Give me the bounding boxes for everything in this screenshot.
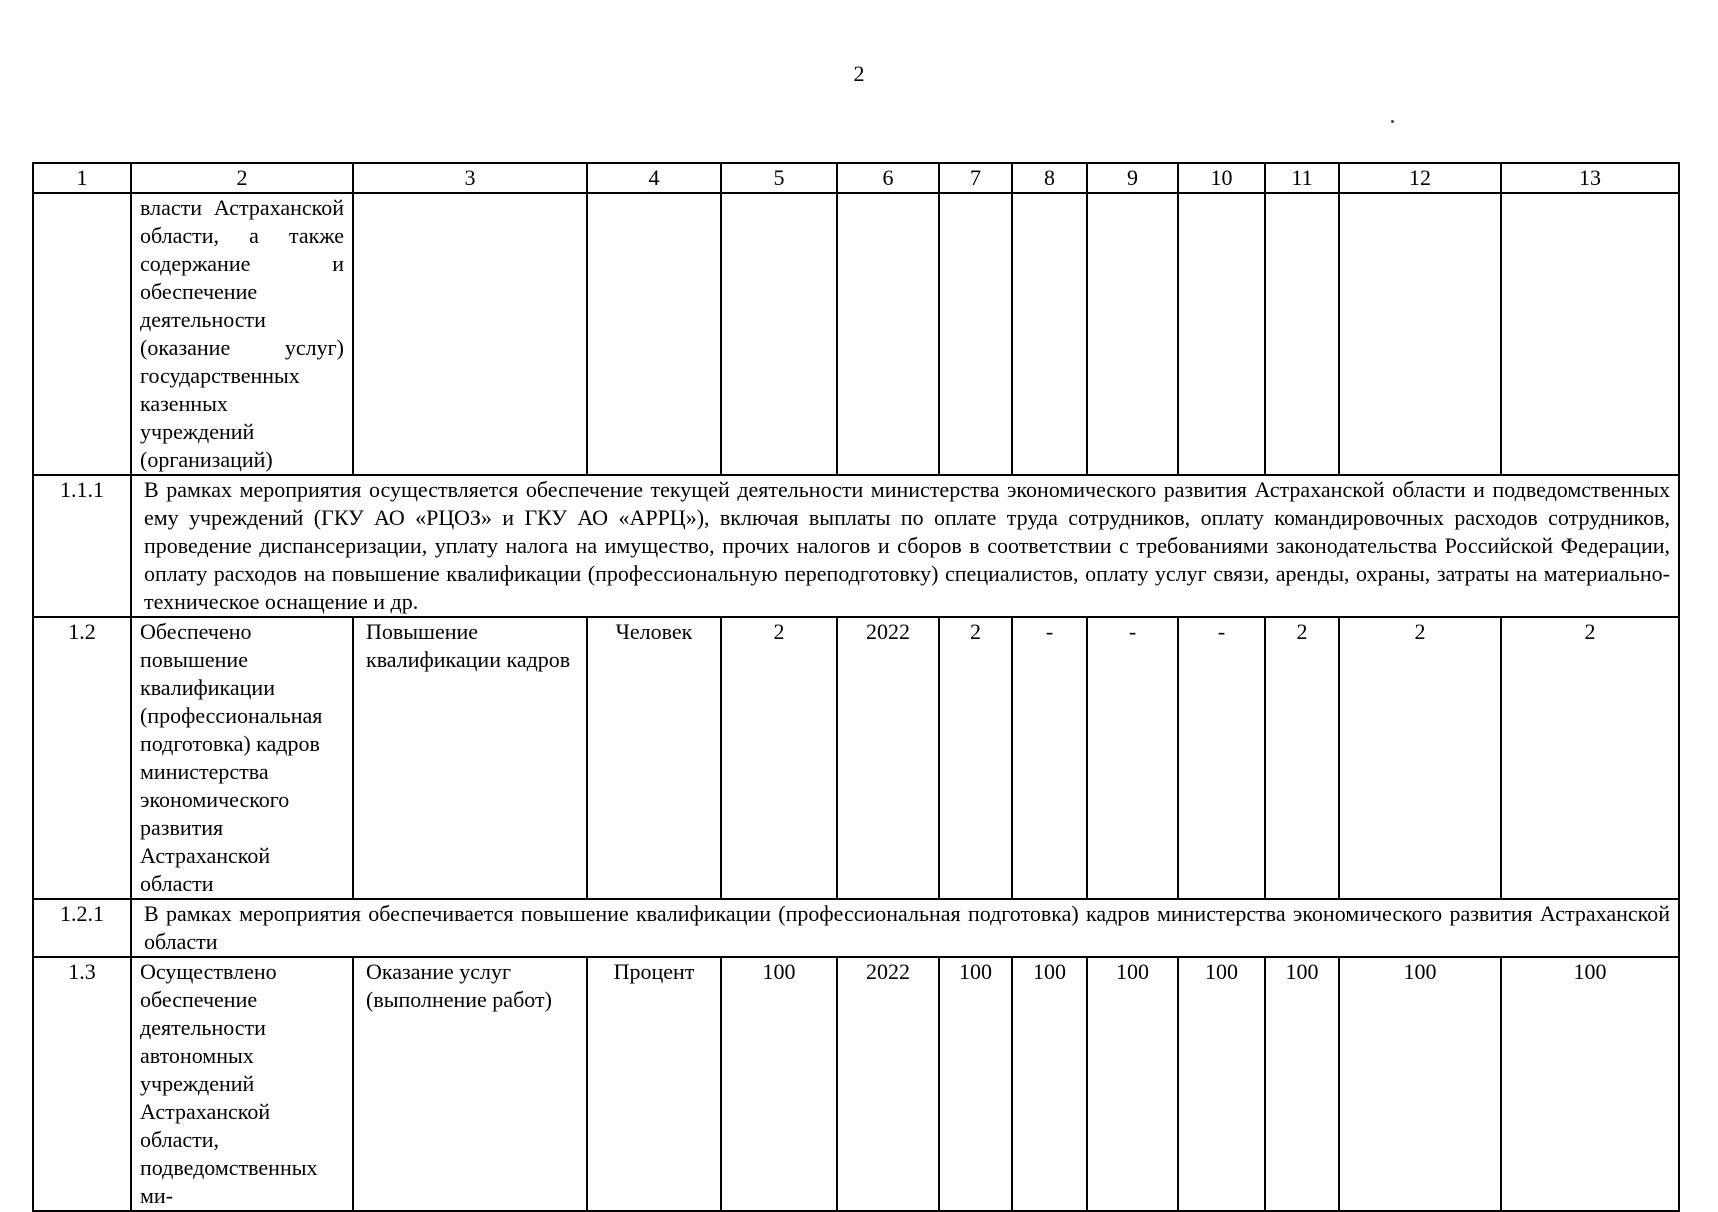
cell-empty <box>1501 193 1679 475</box>
cell-col-13: 100 <box>1501 957 1679 1211</box>
cell-empty <box>1178 193 1265 475</box>
cell-col-9: - <box>1087 617 1178 899</box>
cell-col-10: 100 <box>1178 957 1265 1211</box>
cell-indicator: Оказание услуг (выполнение работ) <box>353 957 587 1211</box>
cell-col-6: 2022 <box>837 617 939 899</box>
header-cell-1: 1 <box>33 163 131 193</box>
header-cell-6: 6 <box>837 163 939 193</box>
cell-col-12: 100 <box>1339 957 1501 1211</box>
table-row-1-2 <box>33 617 1679 899</box>
header-cell-4: 4 <box>587 163 721 193</box>
header-cell-13: 13 <box>1501 163 1679 193</box>
header-cell-9: 9 <box>1087 163 1178 193</box>
cell-empty <box>353 193 587 475</box>
cell-empty <box>1012 193 1087 475</box>
table-row-1-1-1 <box>33 475 1679 617</box>
cell-result-name: Обеспечено повышение квалификации (профессиональная подготовка) кадров министерства экономического развития Астраханской области <box>131 617 353 899</box>
cell-empty <box>837 193 939 475</box>
cell-unit: Человек <box>587 617 721 899</box>
header-cell-8: 8 <box>1012 163 1087 193</box>
indicators-table <box>32 162 1680 1212</box>
cell-col-9: 100 <box>1087 957 1178 1211</box>
cell-description: В рамках мероприятия обеспечивается повышение квалификации (профессиональная подготовка) кадров министерства экономического развития Астраханской области <box>131 899 1679 957</box>
cell-col-7: 100 <box>939 957 1012 1211</box>
cell-row-number: 1.3 <box>33 957 131 1211</box>
cell-indicator: Повышение квалификации кадров <box>353 617 587 899</box>
header-cell-12: 12 <box>1339 163 1501 193</box>
cell-empty <box>1339 193 1501 475</box>
scan-speck <box>1391 120 1394 123</box>
cell-result-name: Осуществлено обеспечение деятельности автономных учреждений Астраханской области, подведомственных ми- <box>131 957 353 1211</box>
cell-empty <box>587 193 721 475</box>
cell-activity-name: власти Астраханской области, а также содержание и обеспечение деятельности (оказание услуг) государственных казенных учреждений (организаций) <box>131 193 353 475</box>
cell-col-12: 2 <box>1339 617 1501 899</box>
cell-row-number: 1.2.1 <box>33 899 131 957</box>
header-row <box>33 163 1679 193</box>
cell-col-10: - <box>1178 617 1265 899</box>
cell-col-7: 2 <box>939 617 1012 899</box>
table-row-1-3 <box>33 957 1679 1211</box>
cell-description: В рамках мероприятия осуществляется обеспечение текущей деятельности министерства экономического развития Астраханской области и подведомственных ему учреждений (ГКУ АО «РЦОЗ» и ГКУ АО «АРРЦ»), включая выплаты по оплате труда сотрудников, оплату командировочных расходов сотрудников, проведение диспансеризации, уплату налога на имущество, прочих налогов и сборов в соответствии с требованиями законодательства Российской Федерации, оплату расходов на повышение квалификации (профессиональную переподготовку) специалистов, оплату услуг связи, аренды, охраны, затраты на материально-техническое оснащение и др. <box>131 475 1679 617</box>
page-number: 2 <box>853 61 865 86</box>
table-row-continuation <box>33 193 1679 475</box>
cell-empty <box>939 193 1012 475</box>
cell-col-8: 100 <box>1012 957 1087 1211</box>
cell-empty <box>721 193 837 475</box>
cell-col-5: 2 <box>721 617 837 899</box>
header-cell-7: 7 <box>939 163 1012 193</box>
cell-col-13: 2 <box>1501 617 1679 899</box>
header-cell-3: 3 <box>353 163 587 193</box>
cell-col-6: 2022 <box>837 957 939 1211</box>
table-row-1-2-1 <box>33 899 1679 957</box>
cell-unit: Процент <box>587 957 721 1211</box>
cell-row-number: 1.1.1 <box>33 475 131 617</box>
header-cell-10: 10 <box>1178 163 1265 193</box>
cell-col-8: - <box>1012 617 1087 899</box>
header-cell-5: 5 <box>721 163 837 193</box>
cell-empty <box>1087 193 1178 475</box>
cell-col-11: 2 <box>1265 617 1339 899</box>
cell-empty <box>33 193 131 475</box>
cell-row-number: 1.2 <box>33 617 131 899</box>
cell-col-11: 100 <box>1265 957 1339 1211</box>
cell-empty <box>1265 193 1339 475</box>
header-cell-2: 2 <box>131 163 353 193</box>
header-cell-11: 11 <box>1265 163 1339 193</box>
cell-col-5: 100 <box>721 957 837 1211</box>
